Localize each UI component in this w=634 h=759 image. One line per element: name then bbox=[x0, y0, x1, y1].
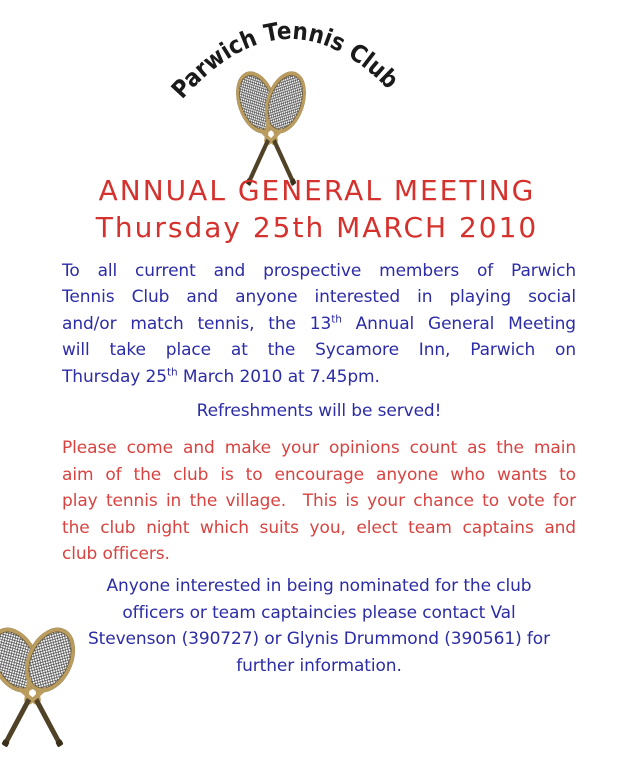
appeal-paragraph bbox=[62, 435, 576, 567]
appeal-line: play tennis in the village. This is your chance to vote for bbox=[62, 491, 576, 512]
appeal-line: aim of the club is to encourage anyone who wants to bbox=[62, 464, 576, 485]
svg-text:Parwich Tennis Club bbox=[166, 17, 404, 104]
club-name-text: Parwich Tennis Club bbox=[165, 16, 406, 104]
intro-line: and/or match tennis, the 13th Annual General Meeting bbox=[62, 313, 576, 334]
intro-line: Thursday 25th March 2010 at 7.45pm. bbox=[62, 365, 380, 387]
nomination-paragraph bbox=[62, 573, 576, 679]
appeal-line: Please come and make your opinions count as the main bbox=[62, 438, 576, 459]
flyer-body bbox=[62, 258, 576, 679]
intro-line: Tennis Club and anyone interested in playing social bbox=[62, 287, 576, 308]
intro-paragraph bbox=[62, 258, 576, 390]
intro-line: will take place at the Sycamore Inn, Parwich on bbox=[62, 340, 576, 361]
nomination-line: Anyone interested in being nominated for the club bbox=[106, 576, 532, 597]
appeal-line: the club night which suits you, elect team captains and bbox=[62, 517, 576, 538]
intro-line: To all current and prospective members of Parwich bbox=[62, 261, 576, 281]
nomination-line: Stevenson (390727) or Glynis Drummond (390561) for bbox=[87, 629, 550, 650]
agm-heading: ANNUAL GENERAL MEETING bbox=[98, 174, 536, 207]
club-name-arc bbox=[130, 2, 450, 120]
refreshments-paragraph bbox=[62, 398, 576, 424]
appeal-line: club officers. bbox=[62, 544, 170, 565]
agm-date-heading: Thursday 25th MARCH 2010 bbox=[95, 211, 539, 244]
nomination-line: officers or team captaincies please contact Val bbox=[122, 602, 516, 623]
refreshments-line: Refreshments will be served! bbox=[196, 401, 442, 422]
nomination-line: further information. bbox=[236, 655, 402, 676]
